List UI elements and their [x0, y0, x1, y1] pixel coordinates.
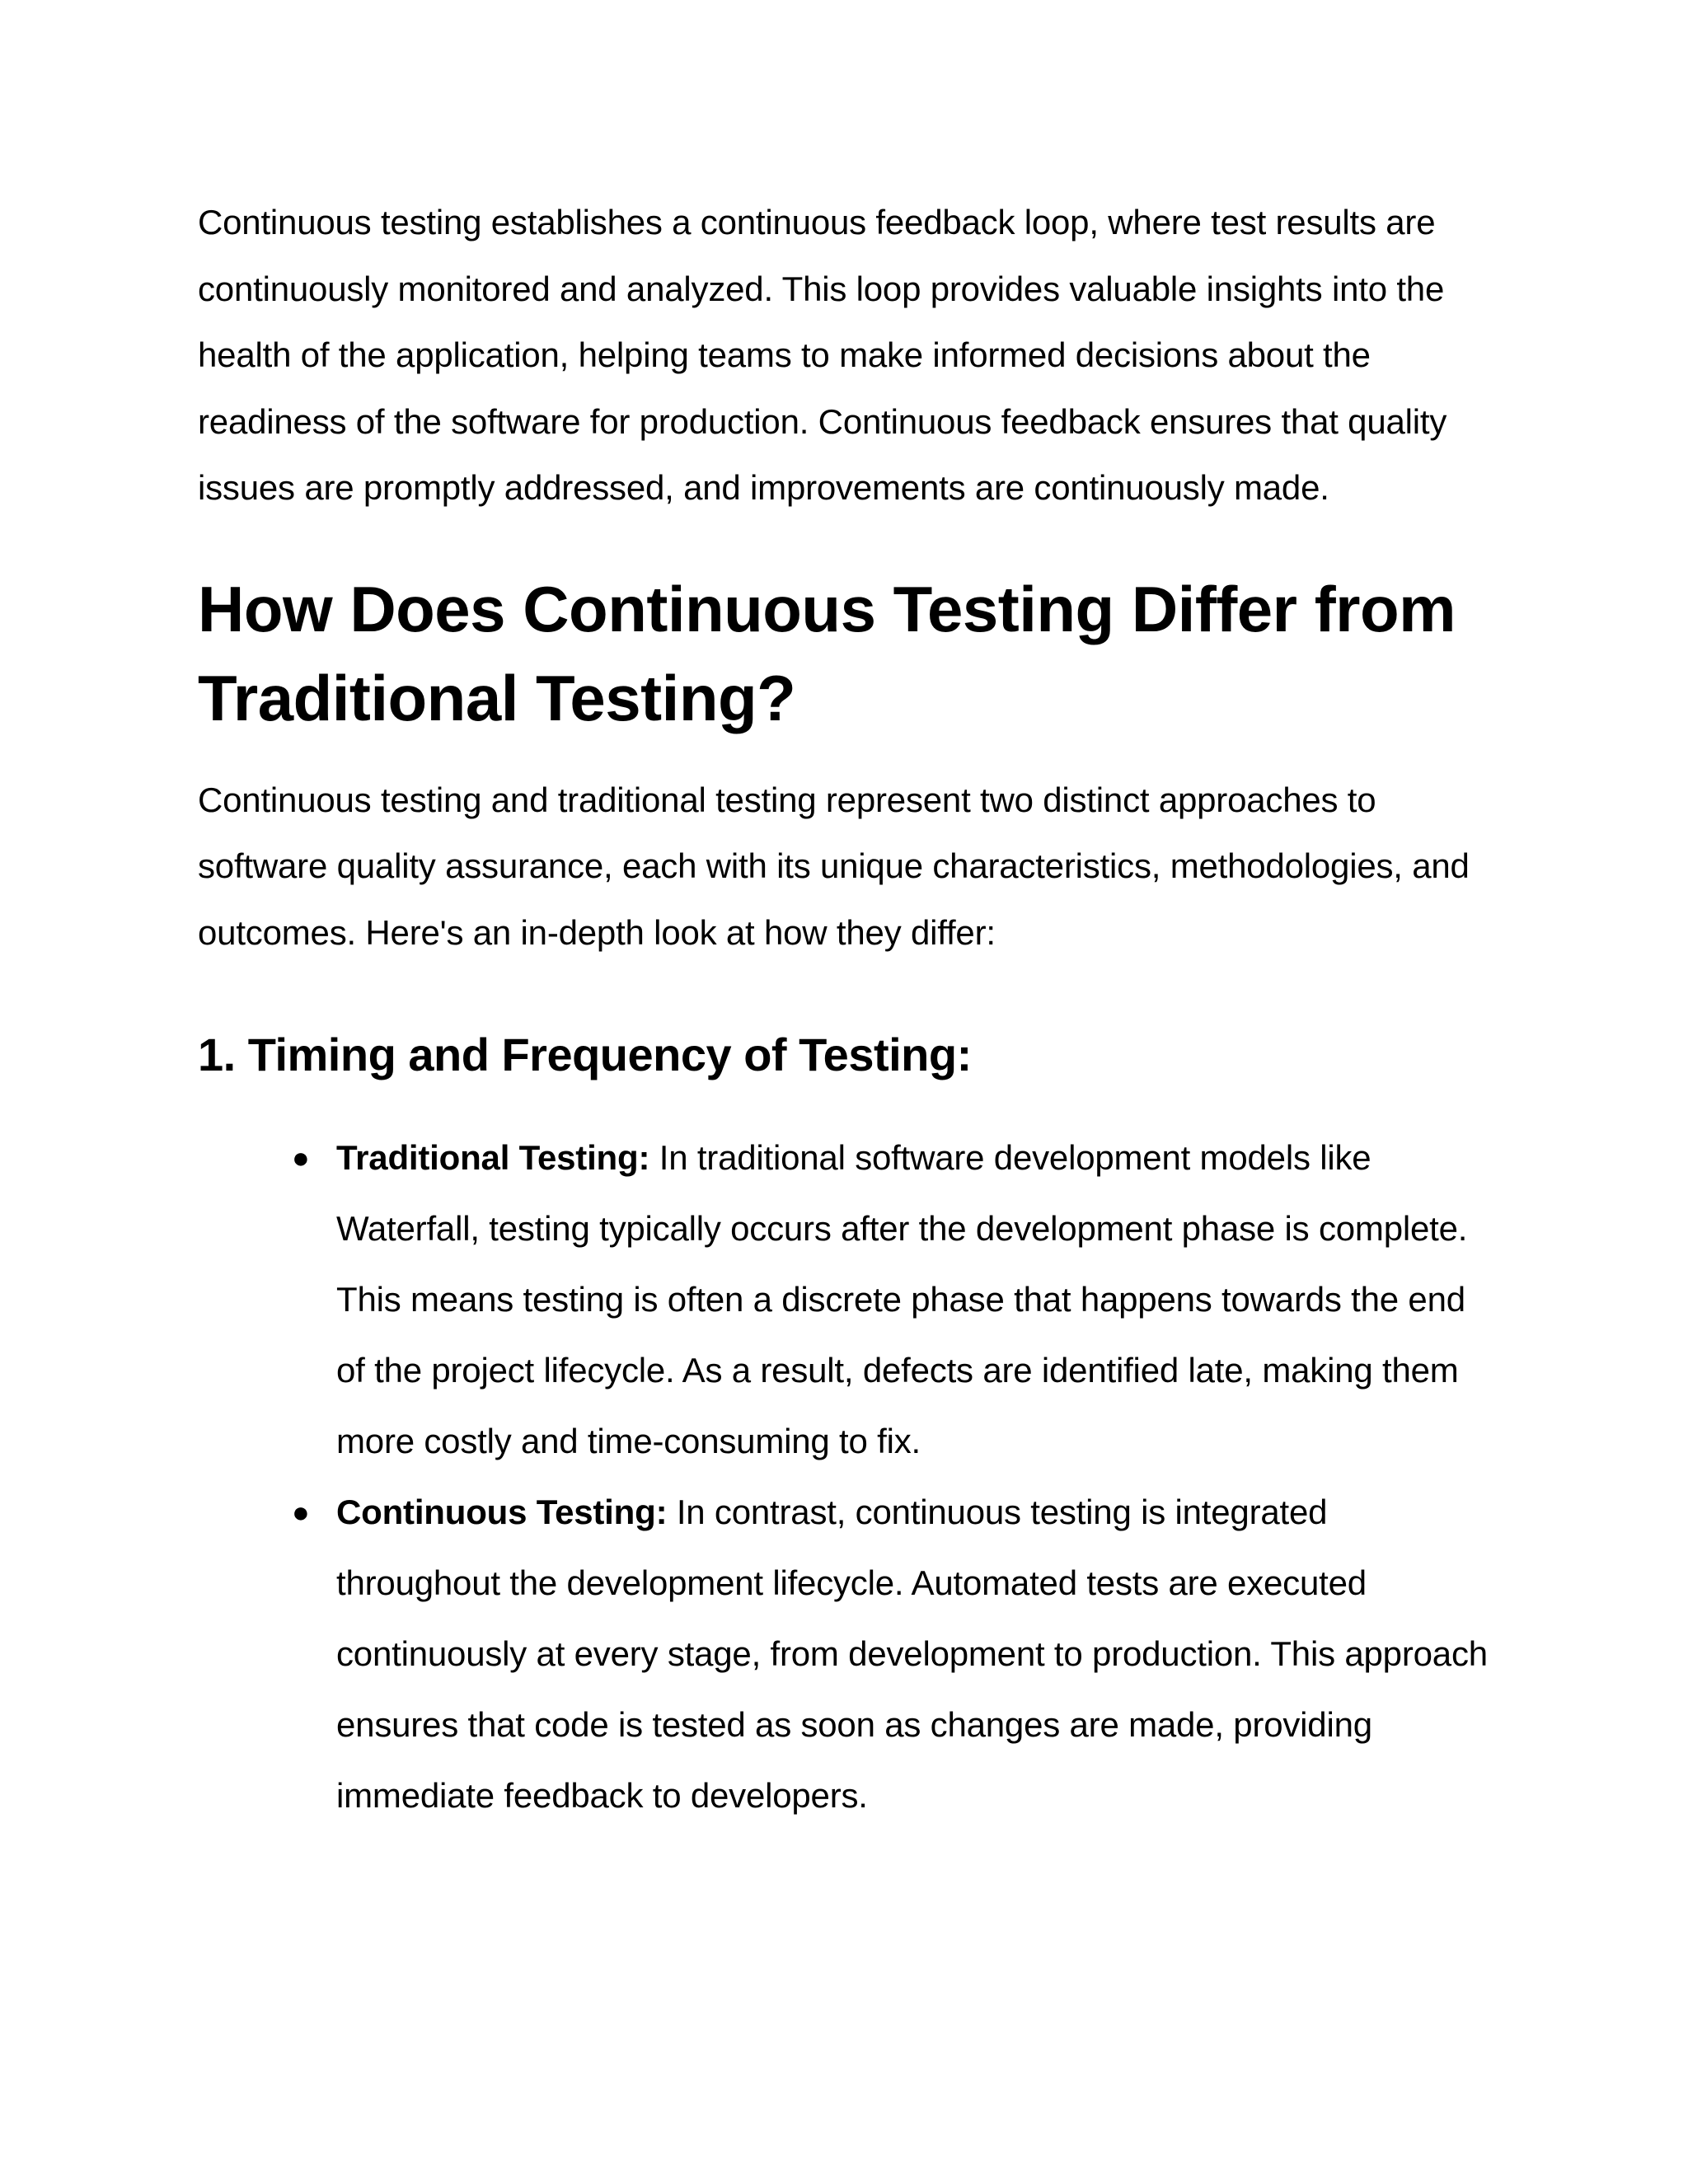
bullet-text: In contrast, continuous testing is integrated throughout the development lifecycle. Automated tests are executed continuously at every stage, from development to production. This approach ensures that code is tested as soon as changes are made, providing immediate feedback to developers.	[336, 1493, 1488, 1815]
bullet-term: Traditional Testing:	[336, 1138, 650, 1177]
intro-paragraph: Continuous testing establishes a continuous feedback loop, where test results are continuously monitored and analyzed. This loop provides valuable insights into the health of the application, helping teams to make informed decisions about the readiness of the software for production. Continuous feedback ensures that quality issues are promptly addressed, and improvements are continuously made.	[198, 203, 1447, 507]
bullet-dot-icon: ●	[292, 1495, 310, 1529]
bullet-list	[198, 1122, 1500, 1831]
bullet-term: Continuous Testing:	[336, 1493, 668, 1531]
list-item-traditional-testing	[292, 1122, 1500, 1477]
subsection-heading: 1. Timing and Frequency of Testing:	[198, 1029, 972, 1080]
document-page	[198, 190, 1500, 1831]
bullet-text: In traditional software development models like Waterfall, testing typically occurs after the development phase is complete. This means testing is often a discrete phase that happens towards the end of the project lifecycle. As a result, defects are identified late, making them more costly and time-consuming to fix.	[336, 1138, 1468, 1460]
section-intro-paragraph: Continuous testing and traditional testing represent two distinct approaches to software quality assurance, each with its unique characteristics, methodologies, and outcomes. Here's an in-depth look at how they differ:	[198, 780, 1470, 952]
bullet-dot-icon: ●	[292, 1141, 310, 1174]
list-item-continuous-testing	[292, 1477, 1500, 1831]
section-heading: How Does Continuous Testing Differ from Traditional Testing?	[198, 572, 1456, 734]
